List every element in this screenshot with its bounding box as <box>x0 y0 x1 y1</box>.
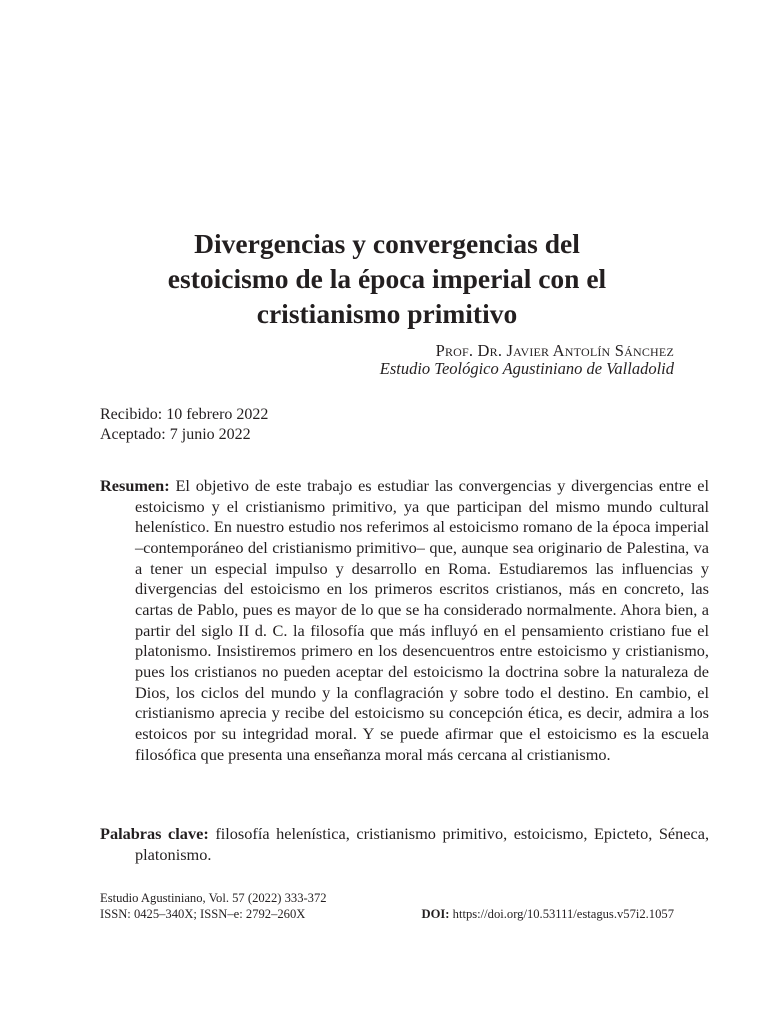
keywords-text: filosofía helenística, cristianismo primitivo, estoicismo, Epicteto, Séneca, platonismo. <box>135 824 710 864</box>
abstract <box>100 476 709 765</box>
title-line: Divergencias y convergencias del <box>194 228 580 259</box>
received-date: Recibido: 10 febrero 2022 <box>100 406 269 423</box>
doi <box>422 906 674 922</box>
journal-footer <box>100 890 674 922</box>
abstract-text: El objetivo de este trabajo es estudiar las convergencias y divergencias entre el estoicismo y el cristianismo primitivo, ya que participan del mismo mundo cultural helenístico. En nuestro estudio nos referimos al estoicismo romano de la época imperial –contemporáneo del cristianismo primitivo– que, aunque sea originario de Palestina, va a tener un especial impulso y desarrollo en Roma. Estudiaremos las influencias y divergencias del estoicismo en los primeros escritos cristianos, más en concreto, las cartas de Pablo, pues es mayor de lo que se ha considerado normalmente. Ahora bien, a partir del siglo II d. C. la filosofía que más influyó en el pensamiento cristiano fue el platonismo. Insistiremos primero en los desencuentros entre estoicismo y cristianismo, pues los cristianos no pueden aceptar del estoicismo la doctrina sobre la naturaleza de Dios, los ciclos del mundo y la conflagración y sobre todo el destino. En cambio, el cristianismo aprecia y recibe del estoicismo su concepción ética, es decir, admira a los estoicos por su integridad moral. Y se puede afirmar que el estoicismo es la escuela filosófica que presenta una enseñanza moral más cercana al cristianismo. <box>135 476 709 764</box>
submission-dates <box>100 405 268 445</box>
keywords-label: Palabras clave: <box>100 824 209 843</box>
author-affiliation: Estudio Teológico Agustiniano de Valladolid <box>379 359 674 378</box>
keywords <box>100 823 709 865</box>
abstract-label: Resumen: <box>100 476 170 495</box>
title-line: estoicismo de la época imperial con el <box>167 263 607 294</box>
author-name: Prof. Dr. Javier Antolín Sánchez <box>435 341 674 360</box>
issn: ISSN: 0425–340X; ISSN–e: 2792–260X <box>100 907 306 921</box>
doi-label: DOI: <box>421 907 450 921</box>
title-line: cristianismo primitivo <box>256 298 518 329</box>
footer-identifiers <box>100 906 674 922</box>
journal-citation: Estudio Agustiniano, Vol. 57 (2022) 333-372 <box>100 891 327 905</box>
doi-link[interactable]: https://doi.org/10.53111/estagus.v57i2.1057 <box>452 907 674 921</box>
accepted-date: Aceptado: 7 junio 2022 <box>100 426 251 443</box>
article-title <box>100 226 674 331</box>
